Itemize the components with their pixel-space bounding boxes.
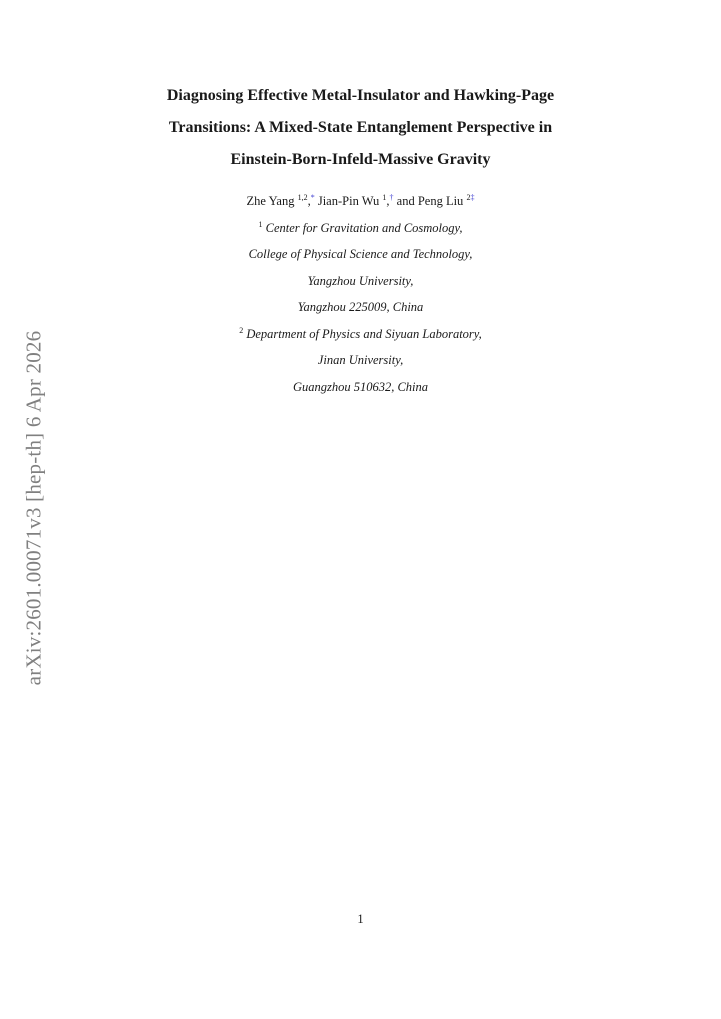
affiliation-text: Center for Gravitation and Cosmology,: [265, 220, 463, 235]
affiliation-line: Jinan University,: [317, 353, 404, 367]
affiliation-mark: 2: [239, 325, 244, 335]
author-block: [0, 188, 721, 400]
affiliation-line: Yangzhou University,: [307, 273, 414, 288]
affiliation-mark: 2: [466, 193, 471, 202]
paper-title: [0, 80, 721, 176]
footnote-link[interactable]: ‡: [470, 193, 475, 202]
title-line-2: Transitions: A Mixed-State Entanglement Perspective in: [168, 119, 553, 136]
footnote-link[interactable]: †: [389, 193, 394, 202]
affiliation-line: [0, 321, 721, 348]
author-name: Zhe Yang: [246, 194, 295, 208]
affiliation-text: Department of Physics and Siyuan Laboratory,: [246, 326, 482, 341]
footnote-link[interactable]: *: [310, 193, 315, 202]
title-line-3: Einstein-Born-Infeld-Massive Gravity: [230, 151, 491, 168]
affiliation-mark: 1,2: [297, 193, 308, 202]
author-name: Jian-Pin Wu: [317, 194, 380, 208]
title-line-1: Diagnosing Effective Metal-Insulator and Hawking-Page: [166, 87, 555, 104]
affiliation-line: College of Physical Science and Technology,: [248, 247, 473, 261]
author-name: Peng Liu: [417, 194, 464, 208]
author-list: Zhe Yang $^{1,2}$,* Jian-Pin Wu $^1$,† and Peng Liu $^{2\ddagger}$: [246, 193, 475, 208]
affiliation-mark: 1: [258, 219, 263, 229]
author-connector: and: [396, 194, 415, 208]
affiliation-line: [0, 215, 721, 242]
affiliation-line: Yangzhou 225009, China: [297, 300, 424, 314]
arxiv-identifier-stamp: arXiv:2601.00071v3 [hep-th] 6 Apr 2026: [21, 330, 46, 686]
affiliation-line: Guangzhou 510632, China: [292, 379, 429, 394]
page-number: 1: [357, 912, 364, 926]
affiliation-mark: 1: [382, 193, 387, 202]
